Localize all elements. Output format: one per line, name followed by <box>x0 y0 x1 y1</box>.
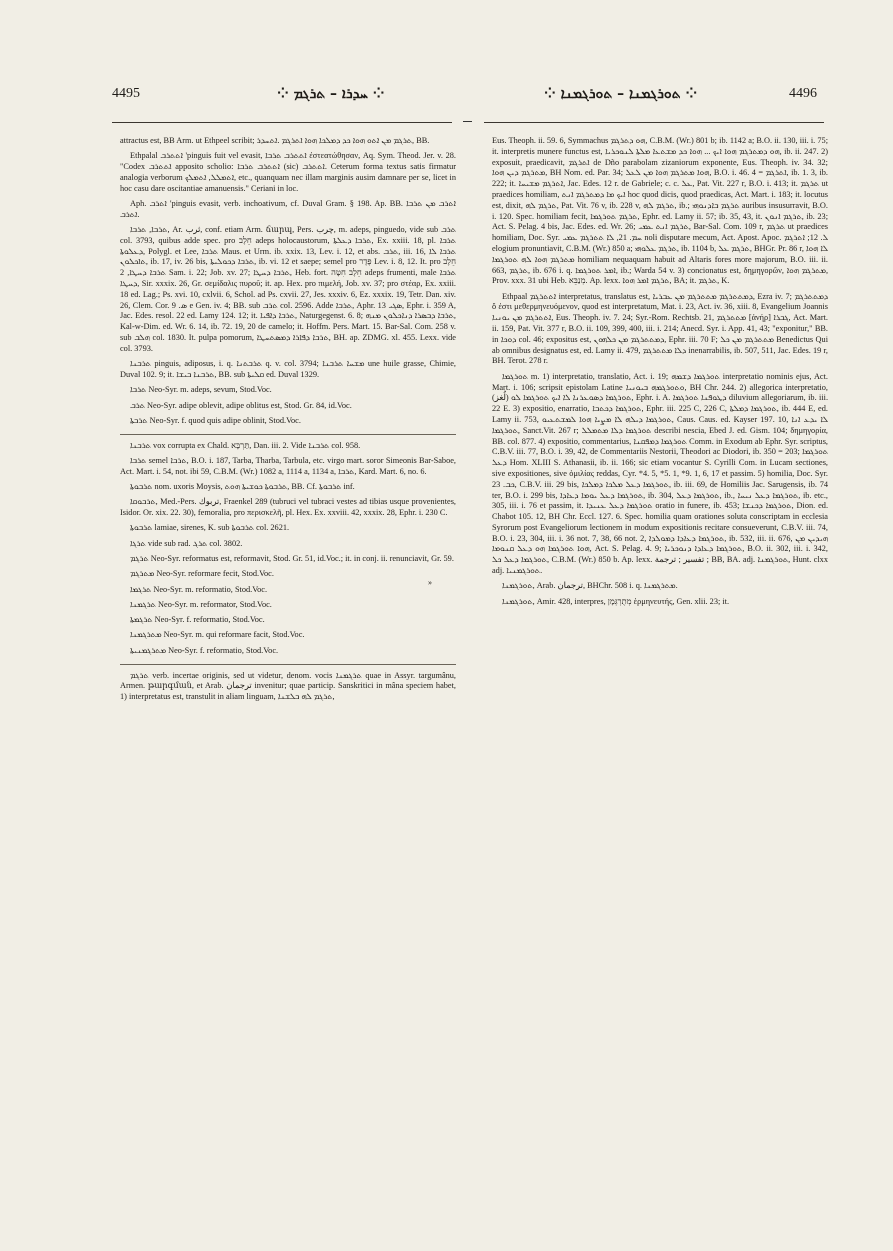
entry-paragraph: ܬܪܒ Neo-Syr. adipe oblevit, adipe oblitus est, Stod. Gr. 84, id.Voc. <box>130 400 352 410</box>
right-column <box>492 136 828 612</box>
entry-paragraph: ܬܪܓܡ verb. incertae originis, sed ut videtur, denom. vocis ܬܪܓܡܢܐ quae in Assyr. targumânu, Armen. թարգման, et Arab. ترجمان invenitur; quae particip. Sanskritici in mâna speciem habet, 1) interpretatus est, transtulit in aliam linguam, ܬܪܓܡ ܠܗ ܒܠܫܢܐ, <box>120 664 456 703</box>
entry-paragraph: ܬܪܒܘܬܐ nom. uxoris Moysis, ܬܪܒܘܬܐ ܟܘܫܝܬܐ ܗܘܬ, BB. Cf. ܬܪܒܘܬܐ inf. <box>130 482 355 492</box>
entry-paragraph: ܡܬܪܓܡ Neo-Syr. reformare fecit, Stod.Voc. <box>130 569 274 579</box>
entry-paragraph: ܬܪܓܡܐ Neo-Syr. m. reformatio, Stod.Voc. <box>130 584 268 594</box>
entry-paragraph: ܬܪܒܐ, ܬܪܒܐ, Ar. ثرب, conf. etiam Arm. ճարպ, Pers. چرب, m. adeps, pinguedo, vide sub ܬܪܒ col. 3793, quibus adde spec. pro חֵלֶב adeps holocaustorum, ܬܪܒܐ ܕܥܠܬܐ, Ex. xxiii. 18, pl. ܬܪܒܐ ܕܥܠܘܬܐ, Polygl. et Lee, ܬܪܒܐ Maus. et Urm. ib. xxix. 13, Lev. i. 12, et abs. ܬܪܒ, iii. 16, ܬܪܒܐ ܠܐ ܬܐܟܠܘܢ, ib. 17, iv. 26 bis, ܬܪܒܐ ܕܟܘܠܝܬܐ, ib. vi. 12 et saepe; semel pro פֶּדֶר Lev. i. 8, 12. It. pro חֵלֶב ܬܪܒܐ ܕܚܛܐ, 2 Sam. i. 22; Job. xv. 27; ܬܪܒܐ ܕܚܛܐ, Heb. fort. חֵלֶב חִטָּה adeps frumenti, male ܬܪܒܐ ܕܚܛܐ, Sir. xxxix. 26, Gr. σεμίδαλις πυροῦ; it. ap. Hex. pro πιμελή, Job. xv. 37; pro στέαρ, Ex. xxiii. 18 ed. Lag.; Ps. xvi. 10, cxlvii. 6, Schol. ad Ps. cxvii. 27, Jes. xxxiv. 6, Ez. xxxix. 19, Tetr. Dan. xiv. 26, Clem. Cor. ܣ. 9 e Gen. iv. 4; BB. sub ܬܪܒ col. 2596. Adde ܬܪܒܐ, Aphr. ܣܓܝ 13, Ephr. i. 359 A, Jac. Edes. resol. 22 ed. Lamy 124. 12; it. ܬܪܒܐ ܕܐܦܝܐ, Naturgegenst. 6. 8; ܬܪܒܐ ܕܒܣܪܐ ܕܢܐܟܠܘܢ ܡܢܗ, Kal-w-Dim. ed. Wr. 6. 14, ib. 72. 19, 20 de camelo; it. Hoffm. Pers. Mart. 15. Bar-Sal. Com. 258 v. sub ܗܠܒ col. 1830. It. pulpa pomorum, ܬܪܒܐ ܕܦܐܪܐ ܕܡܣܬܚܛܐ, BH. ap. ZDMG. xl. 455. Lexx. vide col. 3793. <box>120 225 456 353</box>
header-rule-left <box>112 122 452 123</box>
entry-paragraph: Aph. ܐܬܪܒ 'pinguis evasit, verb. inchoativum, cf. Duval Gram. § 198. Ap. BB. ܐܬܪܒ ܡܢ ܬܪܒܐ ܐܬܪܒ. <box>120 198 456 219</box>
running-head-right: ⁘ ܬܘܪܓܡܢܐ – ܬܘܪܓܡܢܐ ⁘ <box>544 86 698 102</box>
entry-paragraph: Ethpaal ܐܬܬܪܓܡ interpretatus, translatus est, ܕܡܬܬܪܓܡ ܡܬܬܪܓܡ ܡܢ ܥܒܪܝܐ, Ezra iv. 7; ܕܡܬܬܪܓܡ ὅ ἐστι μεθερμηνευόμενον, quod est interpretatum, Mat. i. 23, Act. iv. 36, xiii. 8, Evangelium Joannis ܐܬܬܪܓܡ ܡܢ ܝܘܢܝܐ, Eus. Theoph. iv. 7. 24; Syr.-Rom. Rechtsb. 21, ܡܬܬܪܓܡ [ἀνήρ] ܓܒܪܐ, Act. Mart. ii. 159, Pat. Vit. 377 r, B.O. ii. 109, 399, 400, iii. i. 214; Anecd. Syr. i. App. 41, 43; "exponitur," BB. in ܕܘܟܐ col. 46; expositus est, ܕܡܬܬܪܓܡ ܡܢ ܟܠܗܘܢ, Ephr. iii. 70 F; ܡܬܬܪܓܡ ܡܢ ܟܠ Benedictus Qui ab omnibus designatus est, ed. Lamy ii. 479, ܕܠܐ ܡܬܬܪܓܡ inenarrabilis, ib. 507, 511, Jac. Edes. 19 r, BH. Terot. 278 r. <box>492 291 829 366</box>
entry-paragraph: ܬܪܓܡܬܐ Neo-Syr. f. reformatio, Stod.Voc. <box>130 615 265 625</box>
entry-paragraph: ܬܘܪܓܡܢܐ, Arab. ترجمان, BHChr. 508 i. q. ܡܬܪܓܡܢܐ. <box>502 581 678 591</box>
entry-paragraph: ܬܪܒܘܩܐ, Med.-Pers. تربوك, Fraenkel 289 (tubruci vel tubraci vestes ad tibias usque provenientes, Isidor. Or. xix. 22. 30), femoralia, pro περισκελῆ, pl. Hex. Ex. xxviii. 42, xxxix. 28, Ephr. i. 230 C. <box>120 497 456 518</box>
entry-paragraph: ܬܪܒܐ semel ܬܪܒܐ, B.O. i. 187, Tarba, Tharba, Tarbula, etc. virgo mart. soror Simeonis Bar-Saboe, Act. Mart. i. 54, not. ibi 59, C.B.M. (Wr.) 1082 a, 1114 a, 1134 a, ܬܪܒܐ, Kard. Mart. 6, no. 6. <box>120 455 456 476</box>
running-header <box>112 86 817 110</box>
entry-paragraph: ܬܘܪܓܡܐ m. 1) interpretatio, translatio, Act. i. 19; ܬܘܪܓܡܐ ܕܫܡܗ interpretatio nominis ejus, Act. Mart. i. 106; scripsit epistolam Latine ܘܬܘܪܓܡܗ ܒܝܘܢܝܐ, BH Chr. 244. 2) allegorica interpretatio, (لُغز) ܬܘܪܓܡܐ ܕܣܘܥܪܢܐ ܠܐ ܐܝܟ ܬܘܪܓܡܐ ܠܘ, Ephr. i. A. ܕܛܘܦܢܐ ܬܘܪܓܡܐ diluvium allegoriarum, ib. iii. 22 E. 3) expositio, enarratio, ܬܘܪܓܡܐ ܕܟܬܒܐ, Ephr. iii. 225 C, 226 C, ܬܘܪܓܡܐ ܕܡܠܬܐ, ib. 444 E, ed. Lamy ii. 753, ܬܘܪܓܡܐ ܕܝܠܗ ܠܐ ܡܨܝܐ ܗܘܐ ܠܡܫܬܥܝܘ, Caus. Caus. ed. Kayser 197. 10, ܠܐ ܝܕܥ ܐܢܐ ܬܘܪܓܡܐ, Sanct.Vit. 267 r; ܬܘܪܓܡܐ ܕܠܐ ܡܬܡܠܠ describi nescia, Ebed J. ed. Gism. 104; δημηγορία, BB. col. 877. 4) expositio, commentarius, ܬܘܪܓܡܐ ܕܡܦܩܢܐ Comm. in Exodum ab Ephr. Syr. scriptus, C.B.V. iii. 77, B.O. i. 39, 42, de Commentariis Nestorii, Theodori ac Diodori, ib. 350 = 203; ܬܘܪܓܡܐ ܕܥܠ Hom. XLIII S. Athanasii, ib. ii. 166; sic etiam vocantur S. Cyrilli Com. in Lucam sectiones, sive expositiones, sive ὁμιλίας reddas, Cyr. *4. 5, *5. 1, *9. 1, 6, 17 et passim. 5) homilia, Doc. Syr. ܟܒ. 23, C.B.V. iii. 29 bis, ܬܘܪܓܡܐ ܕܥܠ ܡܠܟܐ ܕܡܠܟܐ, ib. iii. 69, de Homiliis Jac. Sarugensis, ib. 74 ter, B.O. i. 299 bis, ܬܘܪܓܡܐ ܕܥܠ ܝܘܡܐ ܕܥܐܕܐ, ib. 304, ܬܘܪܓܡܐ ܕܥܠ, ib., ܬܘܪܓܡܐ ܕܥܠ ܢܝܚܐ, ib. etc., 305, iii. i. 76 et passim, it. ܬܘܪܓܡܐ ܕܥܠ ܥܢܝܕܐ oratio in funere, ib. 453; ܬܘܪܓܡܐ ܕܟܢܫܐ, Dion. ed. Chabot 105. 12, BH Chr. Eccl. 127. 6. Spec. homilia quam orationes soluta conscriptam in ecclesia Syrorum post Evangeliorum lectionem in modum expositionis recitare consueverunt, C.B.V. iii. 74, B.O. i. 23, 304, iii. i. 36 not. 7, 38, 66 not. 2, ܬܘܪܓܡܐ ܕܥܐܕܐ ܕܡܘܠܕܐ, ib. 532, iii. ii. 676, ܗܝܕܝܢ ܡܢ ܗܘܐ ܬܘܪܓܡܐ ܗܘ ܕܥܠ ܩܢܘܡܐ, Act. S. Pelag. 4. 9; ܬܘܪܓܡܐ ܕܥܐܕܐ ܕܢܘܟܪܝܐ, B.O. ii. 302, iii. i. 342, ܬܘܪܓܡܐ ܕܥܠ ܟܠ, C.B.M. (Wr.) 850 b. Ap. lexx. تفسير ; ترجمة ; BB, BA. adj. ܬܘܪܓܡܢܐ, Hunt. clxx adj. ܬܘܪܓܡܢܝܐ. <box>492 371 829 576</box>
entry-paragraph: ܬܪܒܢܐ vox corrupta ex Chald. תַּרְבָּא, Dan. iii. 2. Vide ܬܪܒܢܐ col. 958. <box>120 434 456 452</box>
entry-paragraph: Ethpalal ܐܬܬܪܒ 'pinguis fuit vel evasit, ܐܬܬܪܒ ܬܪܒܐ ἐστεατώθησαν, Aq. Sym. Theod. Jer. v. 28. "Codex ܐܬܬܪܒ apposito scholio: ܐܬܬܪܒ ܬܪܒܐ (sic) ܐܬܬܪܒ. Ceterum forma textus satis firmatur analogia verborum ܐܬܡܠܠ, ܐܬܡܠܟ, etc., quanquam nec illam marginis ausim damnare per se, licet in hoc casu dare oscitantiae amanuensis." Ceriani in loc. <box>120 151 457 193</box>
entry-paragraph: ܬܪܒܐ Neo-Syr. m. adeps, sevum, Stod.Voc. <box>130 385 272 395</box>
entry-continuation: attractus est, BB Arm. ut Ethpeel scribit; ܬܪܓܡ ܡܢ ܐܬܘ ܗܘܐ ܟܕ ܕܡܠܟܐ ܗܘܐ ܐܬܪܓܡ .ܐܬܚܕܪ, BB. <box>120 136 430 145</box>
entry-paragraph: ܬܪܓܐ vide sub rad. ܬܪܓ col. 3802. <box>130 538 243 548</box>
running-head-left: ⁘ ܚܕܪܐ – ܬܪܓܡ ⁘ <box>277 86 385 102</box>
fold-tick <box>463 121 472 126</box>
entry-continuation: Eus. Theoph. ii. 59. 6, Symmachus ܗܘ ܕܬܪܓܡ, C.B.M. (Wr.) 801 b; ib. 1142 a; B.O. ii. 130, iii. i. 75; it. interpretis munere functus est, ܗܘ ܕܡܬܪܓܡ ܗܘܐ ܐܝܟ ... ܗܘܐ ܟܕ ܡܫܬܥܐ ܡܠܬܐ ܠܢܘܟܪܝܐ, ib. ii. 247. 2) exposuit, praedicavit, ܐܬܪܓܡ de Dño parabolam zizaniorum exponente, Eus. Theoph. iv. 34. 32; ܡܬܪܓܡ ܕܝܢ ܗܘܐ, BH Nom. ed. Par. 34; ܗܘܐ ܡܬܪܓܡ ܗܘܐ ܡܢ ܠܥܠ, B.O. i. 46. 4 = ܐܬܪܓܡ, ib. 1. 3, ib. 222; it. ܐܬܪܓܡ ܡܫܝܚܐ, Jac. Edes. 12 r. de Gabriele; c. c. ܥܠ, Pat. Vit. 227 r, B.O. i. 413; it. ܬܪܓܡ ut praedices homiliam, ܐܝܟ ܡܐ ܕܡܬܪܓܡ ܐܢܬ hoc quod dicis, quod praedicas, Act. Mart. i. 183; it. locutus est, dixit, ܬܪܓܡ ܠܗ, Pat. Vit. 76 v, ib. 228 v, ܬܪܓܡ ܠܗ, ib.; ܬܪܓܡ ܒܐܕܢܘܗܝ auribus insusurravit, B.O. i. 120. Spec. homiliam fecit, ܬܪܓܡ ܬܘܪܓܡܐ, Ephr. ed. Lamy ii. 57; ib. 35, 43, it. ܬܪܓܡ ܐܢܘܢ, ib. 23; Act. S. Pelag. 4 bis, Jac. Edes. ed. Wr. 26; ܬܪܓܡ ܐܢܬ ܥܡܝ, Bar-Sal. Com. 109 r, ܬܪܓܡ ut praedices homiliam, Doc. Syr. ܚܡ. 21, ܠܐ ܬܬܪܓܡ ܥܡܝ noli disputare mecum, Act. Apost. Apoc. ܠ. 12; ܐܬܪܓܡ elogium pronuntiavit, C.B.M. (Wr.) 850 a; ܬܪܓܡ ܥܠܘܗܝ, ib. 1104 b, ܬܪܓܡ ܥܠ, BHGr. Pr. 86 r, ܠܐ ܗܘܐ ܡܬܪܓܡ ܗܘܐ ܠܗ ܬܘܪܓܡܐ homiliam nequaquam habuit ad Altaris fores more majorum, B.O. iii. ii. 663, ܬܪܓܡ, ib. 676 i. q. ܐܡܪ ܬܘܪܓܡܐ, ib.; Warda 54 v. 3) concionatus est, δημηγορῶν, ܡܬܪܓܡ ܗܘܐ, Prov. xxx. 31 ubi Heb. מְנַבֵּא. Ap. lexx. ܬܪܓܡ ܐܡܪ ܗܘܐ, BA; it. ܬܪܓܡ, K. <box>492 136 829 286</box>
entry-paragraph: ܬܪܓܡܢܐ Neo-Syr. m. reformator, Stod.Voc. <box>130 599 272 609</box>
entry-paragraph: ܬܪܒܘܬܐ lamiae, sirenes, K. sub ܬܪܒܘܬܐ col. 2621. <box>130 523 290 533</box>
marginal-marker: » <box>428 578 432 587</box>
entry-paragraph: ܡܬܪܓܡܢܐ Neo-Syr. m. qui reformare facit, Stod.Voc. <box>130 630 305 640</box>
page-number-left: 4495 <box>112 86 140 101</box>
entry-paragraph: ܡܬܪܓܡܢܝܬܐ Neo-Syr. f. reformatio, Stod.Voc. <box>130 645 279 655</box>
entry-paragraph: ܬܪܒܢܐ pinguis, adiposus, i. q. ܬܪܒܬܢܐ q. v. col. 3794; ܡܫܚܐ ܬܪܒܢܐ une huile grasse, Chimie, Duval 102. 9; it. ܬܪܒܢܐ ܒܝܫܐ, BB. sub ܩܠܝܬܐ ed. Duval 1329. <box>120 359 456 379</box>
header-rule-right <box>484 122 824 123</box>
page-number-right: 4496 <box>789 86 817 101</box>
entry-paragraph: ܬܪܓܡ Neo-Syr. reformatus est, reformavit, Stod. Gr. 51, id.Voc.; it. in conj. ii. renunciavit, Gr. 59. <box>130 554 454 563</box>
entry-paragraph: ܬܪܒܬܐ Neo-Syr. f. quod quis adipe oblinit, Stod.Voc. <box>130 415 301 425</box>
entry-paragraph: ܬܘܪܓܡܢܐ, Amir. 428, interpres, מְתֻרְגְּמָן ἑρμηνευτής, Gen. xlii. 23; it. <box>502 596 730 606</box>
left-column <box>120 136 456 707</box>
